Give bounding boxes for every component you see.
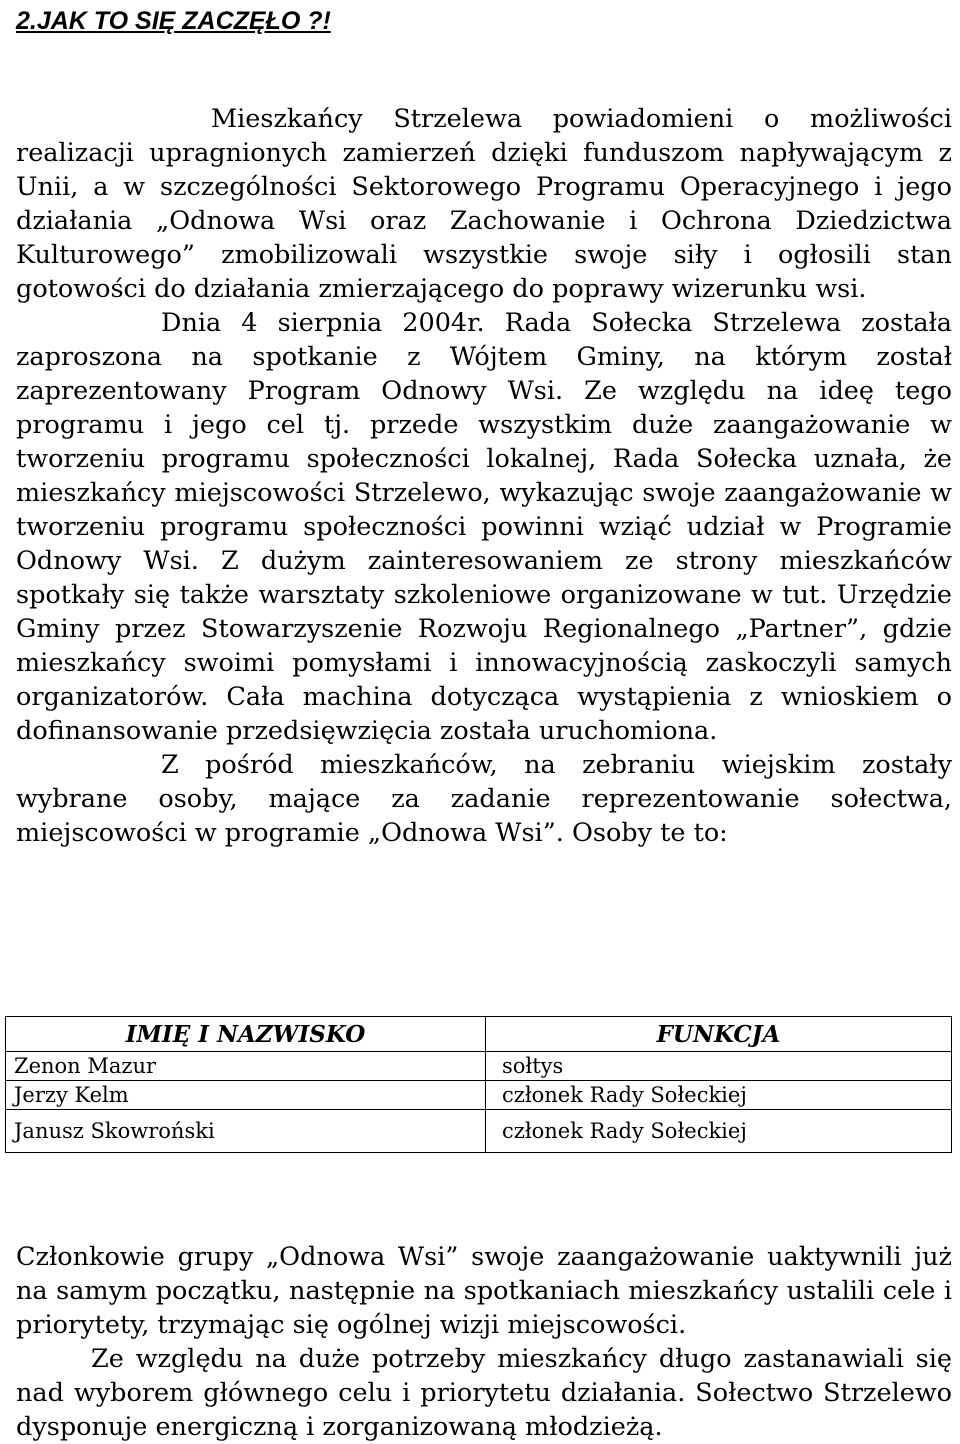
- member-function: członek Rady Sołeckiej: [486, 1081, 952, 1110]
- paragraph-priorities: Ze względu na duże potrzeby mieszkańcy długo zastanawiali się nad wyborem głównego celu i priorytetu działania. Sołectwo Strzelewo dysponuje energiczną i zorganizowaną młodzieżą.: [16, 1344, 952, 1442]
- member-function: członek Rady Sołeckiej: [486, 1110, 952, 1153]
- header-name: IMIĘ I NAZWISKO: [6, 1017, 486, 1052]
- document-page: [16, 0, 952, 850]
- member-name: Janusz Skowroński: [6, 1110, 486, 1153]
- members-table: [5, 1016, 952, 1153]
- member-name: Zenon Mazur: [6, 1052, 486, 1081]
- table-row: [6, 1052, 952, 1081]
- header-function: FUNKCJA: [486, 1017, 952, 1052]
- table-row: [6, 1110, 952, 1153]
- paragraph-selection: Z pośród mieszkańców, na zebraniu wiejskim zostały wybrane osoby, mające za zadanie reprezentowanie sołectwa, miejscowości w programie „Odnowa Wsi”. Osoby te to:: [16, 750, 952, 848]
- paragraph-intro: Mieszkańcy Strzelewa powiadomieni o możliwości realizacji upragnionych zamierzeń dzięki funduszom napływającym z Unii, a w szczególności Sektorowego Programu Operacyjnego i jego działania „Odnowa Wsi oraz Zachowanie i Ochrona Dziedzictwa Kulturowego” zmobilizowali wszystkie swoje siły i ogłosili stan gotowości do działania zmierzającego do poprawy wizerunku wsi.: [16, 104, 952, 304]
- member-name: Jerzy Kelm: [6, 1081, 486, 1110]
- table-row: [6, 1081, 952, 1110]
- section-heading: 2.JAK TO SIĘ ZACZĘŁO ?!: [16, 7, 331, 35]
- table-header-row: [6, 1017, 952, 1052]
- member-function: sołtys: [486, 1052, 952, 1081]
- paragraph-meeting: Dnia 4 sierpnia 2004r. Rada Sołecka Strzelewa została zaproszona na spotkanie z Wójtem Gminy, na którym został zaprezentowany Program Odnowy Wsi. Ze względu na ideę tego programu i jego cel tj. przede wszystkim duże zaangażowanie w tworzeniu programu społeczności lokalnej, Rada Sołecka uznała, że mieszkańcy miejscowości Strzelewo, wykazując swoje zaangażowanie w tworzeniu programu społeczności powinni wziąć udział w Programie Odnowy Wsi. Z dużym zainteresowaniem ze strony mieszkańców spotkały się także warsztaty szkoleniowe organizowane w tut. Urzędzie Gminy przez Stowarzyszenie Rozwoju Regionalnego „Partner”, gdzie mieszkańcy swoimi pomysłami i innowacyjnością zaskoczyli samych organizatorów. Cała machina dotycząca wystąpienia z wnioskiem o dofinansowanie przedsięwzięcia została uruchomiona.: [16, 308, 952, 746]
- closing-section: [16, 1240, 952, 1444]
- paragraph-group-activity: Członkowie grupy „Odnowa Wsi” swoje zaangażowanie uaktywnili już na samym początku, następnie na spotkaniach mieszkańcy ustalili cele i priorytety, trzymając się ogólnej wizji miejscowości.: [16, 1242, 952, 1340]
